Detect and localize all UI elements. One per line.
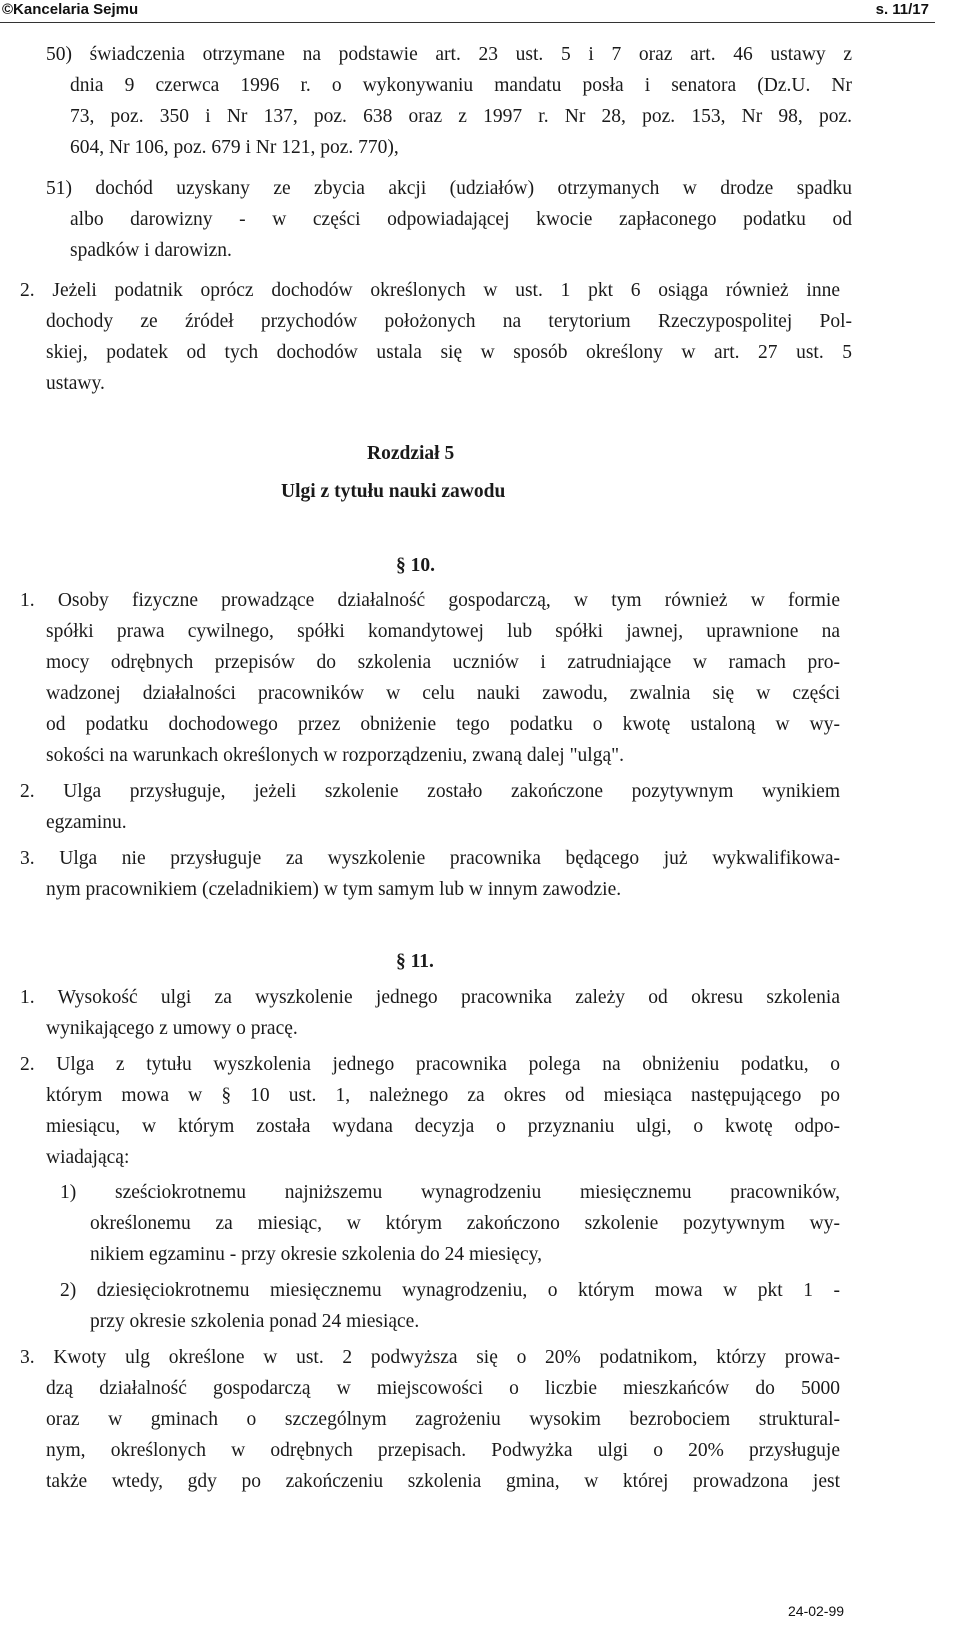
page-footer-date: 24-02-99 [788,1603,845,1619]
text-line: od podatku dochodowego przez obniżenie tego podatku o kwotę ustaloną w wy- [46,714,840,735]
text-line: dzą działalność gospodarczą w miejscowości o liczbie mieszkańców do 5000 [46,1378,840,1399]
text-line: mocy odrębnych przepisów do szkolenia uczniów i zatrudniające w ramach pro- [46,652,840,673]
text-line: 2. Ulga z tytułu wyszkolenia jednego pracownika polega na obniżeniu podatku, o [20,1054,840,1075]
text-line: dochody ze źródeł przychodów położonych na terytorium Rzeczypospolitej Pol- [46,311,852,332]
text-line: albo darowizny - w części odpowiadającej kwocie zapłaconego podatku od [70,209,852,230]
text-line: 3. Kwoty ulg określone w ust. 2 podwyższa się o 20% podatnikom, którzy prowa- [20,1347,840,1368]
text-line: sokości na warunkach określonych w rozporządzeniu, zwaną dalej "ulgą". [46,745,624,766]
text-line: miesiącu, w którym została wydana decyzja o przyznaniu ulgi, o kwotę odpo- [46,1116,840,1137]
text-line: wadzonej działalności pracowników w celu nauki zawodu, zwalnia się w części [46,683,840,704]
text-line: nym pracownikiem (czeladnikiem) w tym samym lub w innym zawodzie. [46,879,622,900]
chapter-title: Ulgi z tytułu nauki zawodu [281,481,506,502]
header-publisher: ©Kancelaria Sejmu [2,1,139,18]
text-line: dnia 9 czerwca 1996 r. o wykonywaniu mandatu posła i senatora (Dz.U. Nr [70,75,852,96]
text-line: oraz w gminach o szczególnym zagrożeniu wysokim bezrobociem struktural- [46,1409,840,1430]
text-line: 604, Nr 106, poz. 679 i Nr 121, poz. 770), [70,137,399,158]
text-line: przy okresie szkolenia ponad 24 miesiące. [90,1311,420,1332]
text-line: 3. Ulga nie przysługuje za wyszkolenie pracownika będącego już wykwalifikowa- [20,848,840,869]
text-line: 1. Osoby fizyczne prowadzące działalność gospodarczą, w tym również w formie [20,590,840,611]
text-line: spółki prawa cywilnego, spółki komandytowej lub spółki jawnej, uprawnione na [46,621,840,642]
text-line: 1. Wysokość ulgi za wyszkolenie jednego pracownika zależy od okresu szkolenia [20,987,840,1008]
text-line: 2. Ulga przysługuje, jeżeli szkolenie zostało zakończone pozytywnym wynikiem [20,781,840,802]
text-line: 50) świadczenia otrzymane na podstawie art. 23 ust. 5 i 7 oraz art. 46 ustawy z [46,44,852,65]
text-line: 73, poz. 350 i Nr 137, poz. 638 oraz z 1997 r. Nr 28, poz. 153, Nr 98, poz. [70,106,852,127]
text-line: skiej, podatek od tych dochodów ustala się w sposób określony w art. 27 ust. 5 [46,342,852,363]
text-line: także wtedy, gdy po zakończeniu szkolenia gmina, w której prowadzona jest [46,1471,840,1492]
text-line: określonemu za miesiąc, w którym zakończono szkolenie pozytywnym wy- [90,1213,840,1234]
header-page-number: s. 11/17 [875,1,929,18]
text-line: ustawy. [46,373,105,394]
section-heading: § 10. [396,555,435,576]
text-line: spadków i darowizn. [70,240,232,261]
text-line: 51) dochód uzyskany ze zbycia akcji (udziałów) otrzymanych w drodze spadku [46,178,852,199]
text-line: wiadającą: [46,1147,130,1168]
section-heading: § 11. [396,951,434,972]
text-line: egzaminu. [46,812,127,833]
text-line: wynikającego z umowy o pracę. [46,1018,298,1039]
text-line: 1) sześciokrotnemu najniższemu wynagrodzeniu miesięcznemu pracowników, [60,1182,840,1203]
text-line: nikiem egzaminu - przy okresie szkolenia do 24 miesięcy, [90,1244,542,1265]
text-line: nym, określonych w odrębnych przepisach. Podwyżka ulgi o 20% przysługuje [46,1440,840,1461]
text-line: 2) dziesięciokrotnemu miesięcznemu wynagrodzeniu, o którym mowa w pkt 1 - [60,1280,840,1301]
text-line: 2. Jeżeli podatnik oprócz dochodów określonych w ust. 1 pkt 6 osiąga również inne [20,280,840,301]
text-line: którym mowa w § 10 ust. 1, należnego za okres od miesiąca następującego po [46,1085,840,1106]
chapter-number: Rozdział 5 [367,443,455,464]
